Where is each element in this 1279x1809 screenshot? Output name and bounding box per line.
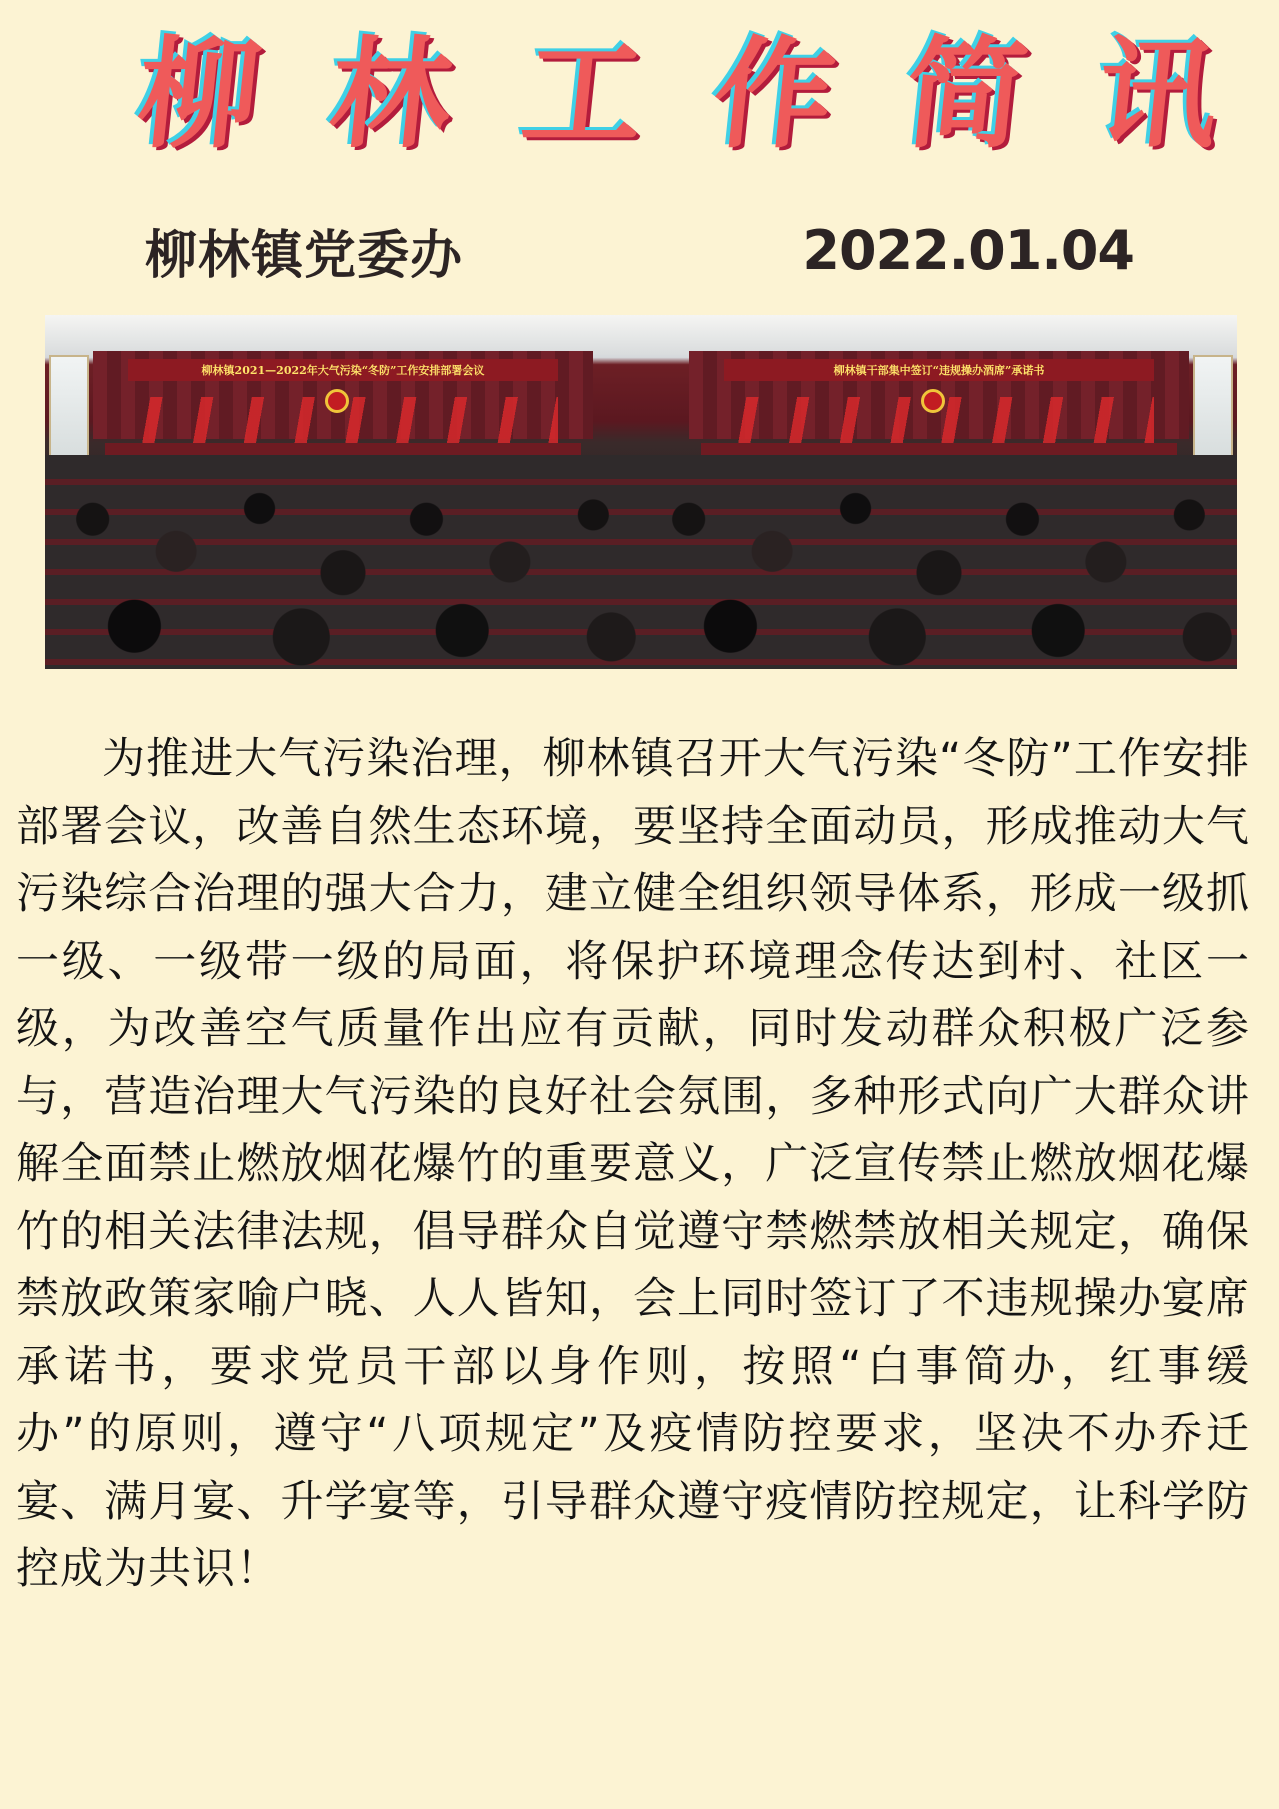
issue-date: 2022.01.04 — [802, 218, 1134, 282]
title-char: 作 — [706, 24, 842, 165]
ceiling — [641, 315, 1237, 355]
title-char: 简 — [898, 24, 1034, 165]
audience — [45, 455, 641, 669]
meeting-photos — [45, 315, 1237, 669]
meeting-banner: 柳林镇干部集中签订“违规操办酒席”承诺书 — [724, 359, 1153, 381]
title-char: 讯 — [1090, 24, 1226, 165]
red-flags — [128, 397, 557, 447]
audience — [641, 455, 1237, 669]
issuer-name: 柳林镇党委办 — [145, 225, 464, 286]
window — [1193, 355, 1233, 465]
red-flags — [724, 397, 1153, 447]
title-char: 林 — [323, 24, 459, 165]
title-char: 柳 — [131, 24, 267, 165]
article-body: 为推进大气污染治理，柳林镇召开大气污染“冬防”工作安排部署会议，改善自然生态环境，要坚持全面动员，形成推动大气污染综合治理的强大合力，建立健全组织领导体系，形成一级抓一级、一级带一级的局面，将保护环境理念传达到村、社区一级，为改善空气质量作出应有贡献，同时发动群众积极广泛参与，营造治理大气污染的良好社会氛围，多种形式向广大群众讲解全面禁止燃放烟花爆竹的重要意义，广泛宣传禁止燃放烟花爆竹的相关法律法规，倡导群众自觉遵守禁燃禁放相关规定，确保禁放政策家喻户晓、人人皆知，会上同时签订了不违规操办宴席承诺书，要求党员干部以身作则，按照“白事简办，红事缓办”的原则，遵守“八项规定”及疫情防控要求，坚决不办乔迁宴、满月宴、升学宴等，引导群众遵守疫情防控规定，让科学防控成为共识！ — [16, 734, 1250, 1594]
ceiling — [45, 315, 641, 355]
window — [49, 355, 89, 465]
meeting-photo-right — [641, 315, 1237, 669]
title-char: 工 — [515, 24, 651, 165]
meeting-photo-left — [45, 315, 641, 669]
meeting-banner: 柳林镇2021—2022年大气污染“冬防”工作安排部署会议 — [128, 359, 557, 381]
byline — [145, 215, 1134, 285]
masthead-title — [0, 0, 1279, 170]
